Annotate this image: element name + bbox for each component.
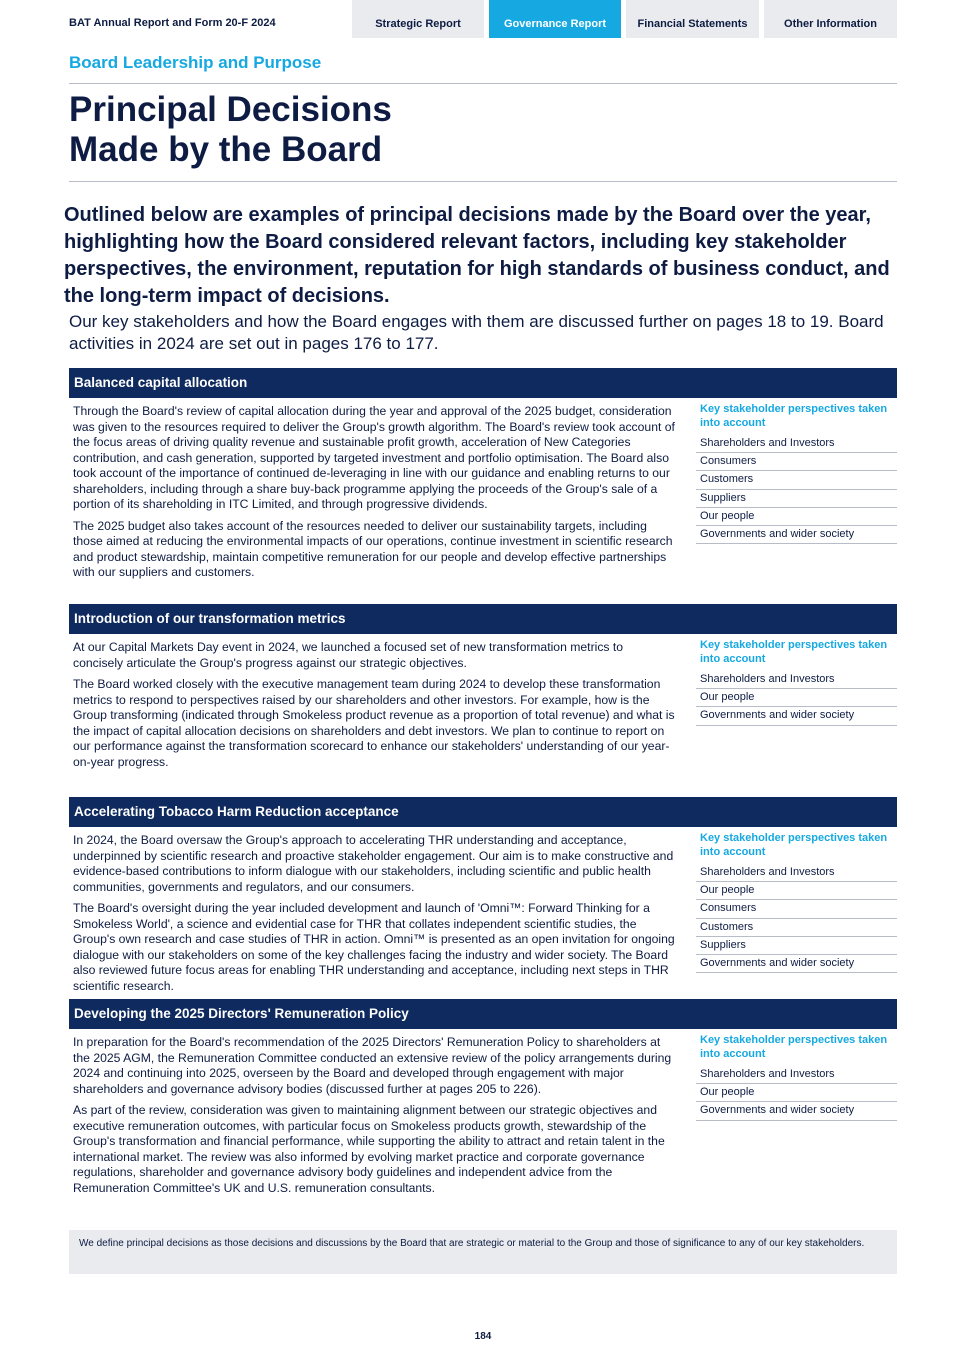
decision-paragraph: The Board's oversight during the year included development and launch of 'Omni™: Forward Thinking for a Smokeless World', a science and evidential case for THR that collates independent scientific studies, the Group's own research and case studies of THR in action. Omni™ is presented as an open invitation for ongoing dialogue with our stakeholders on some of the key challenges facing the industry and wider society. The Board also reviewed future focus areas for enabling THR understanding and acceptance, including next steps in THR scientific research.: [73, 901, 675, 993]
stakeholder-item: Suppliers: [696, 937, 897, 955]
divider: [69, 83, 897, 84]
top-navigation: [0, 0, 966, 38]
stakeholder-heading: Key stakeholder perspectives taken into account: [700, 639, 888, 665]
section-label: Board Leadership and Purpose: [69, 53, 322, 72]
stakeholder-item: Governments and wider society: [696, 707, 897, 725]
decision-paragraph: The Board worked closely with the executive management team during 2024 to develop these transformation metrics to respond to perspectives raised by our shareholders and other investors. For example, how is the Group transforming (indicated through Smokeless product revenue as a proportion of total revenue) and what is the impact of capital allocation decisions on shareholders and debt investors. We plan to continue to report on our performance against the transformation scorecard to enhance our stakeholders' understanding of our year-on-year progress.: [73, 677, 675, 769]
stakeholder-item: Shareholders and Investors: [696, 671, 897, 689]
intro-text: Our key stakeholders and how the Board engages with them are discussed further on pages 18 to 19. Board activities in 2024 are set out in pages 176 to 177.: [69, 312, 884, 353]
decision-description: [73, 404, 676, 587]
stakeholder-item: Shareholders and Investors: [696, 1066, 897, 1084]
page-title: [69, 90, 769, 170]
stakeholder-item: Consumers: [696, 453, 897, 471]
stakeholder-item: Our people: [696, 689, 897, 707]
decision-title: Balanced capital allocation: [69, 368, 897, 398]
decision-title: Developing the 2025 Directors' Remuneration Policy: [69, 999, 897, 1029]
tab-governance-report[interactable]: Governance Report: [489, 0, 621, 38]
stakeholder-heading: Key stakeholder perspectives taken into account: [700, 403, 888, 429]
decision-description: [73, 1035, 676, 1202]
stakeholder-list: [696, 832, 897, 973]
decision-block-thr-acceptance: [69, 797, 897, 995]
decision-paragraph: At our Capital Markets Day event in 2024, we launched a focused set of new transformation metrics to concisely articulate the Group's progress against our strategic objectives.: [73, 640, 624, 670]
decision-title: Introduction of our transformation metrics: [69, 604, 897, 634]
decision-title: Accelerating Tobacco Harm Reduction acceptance: [69, 797, 897, 827]
decision-paragraph: Through the Board's review of capital allocation during the year and approval of the 2025 budget, consideration was given to the resources required to deliver the Group's growth algorithm. The Board's review took account of the focus areas of driving quality revenue and sustainable profit growth, acceleration of New Categories contribution, and cash generation, supported by targeted investment and portfolio optimisation. The Board also took account of the importance of continued de-leveraging in line with our guidance and enabling returns to our shareholders, including through a share buy-back programme applying the proceeds of the Group's sale of a portion of its shareholding in ITC Limited, and through progressive dividends.: [73, 404, 675, 511]
stakeholder-item: Our people: [696, 508, 897, 526]
decision-description: [73, 640, 676, 776]
stakeholder-item: Governments and wider society: [696, 526, 897, 544]
tab-other-information[interactable]: Other Information: [764, 0, 897, 38]
report-title: BAT Annual Report and Form 20-F 2024: [69, 17, 276, 29]
decision-paragraph: The 2025 budget also takes account of the resources needed to deliver our sustainability targets, including those aimed at reducing the environmental impacts of our operations, continue investment in scientific research and product stewardship, maintain competitive remuneration for our people and develop effective partnerships with our suppliers and customers.: [73, 518, 673, 579]
tab-financial-statements[interactable]: Financial Statements: [626, 0, 759, 38]
divider: [69, 181, 897, 182]
stakeholder-item: Consumers: [696, 900, 897, 918]
stakeholder-list: [696, 639, 897, 726]
footnote-box: We define principal decisions as those decisions and discussions by the Board that are strategic or material to the Group and those of significance to any of our key stakeholders.: [69, 1230, 897, 1274]
page-title-line-1: Principal Decisions: [69, 90, 392, 129]
stakeholder-list: [696, 1034, 897, 1121]
stakeholder-item: Suppliers: [696, 490, 897, 508]
intro-bold-text: Outlined below are examples of principal decisions made by the Board over the year, highlighting how the Board considered relevant factors, including key stakeholder perspectives, the environment, reputation for high standards of business conduct, and the long-term impact of decisions.: [64, 204, 890, 307]
stakeholder-item: Customers: [696, 471, 897, 489]
stakeholder-heading: Key stakeholder perspectives taken into account: [700, 1034, 888, 1060]
decision-block-capital-allocation: [69, 368, 897, 598]
stakeholder-heading: Key stakeholder perspectives taken into account: [700, 832, 888, 858]
decision-block-remuneration-policy: [69, 999, 897, 1225]
decision-block-transformation-metrics: [69, 604, 897, 794]
decision-description: [73, 833, 676, 1000]
page-number: 184: [474, 1331, 492, 1342]
decision-paragraph: As part of the review, consideration was given to maintaining alignment between our strategic objectives and executive remuneration outcomes, with particular focus on Smokeless products growth, stewardship of the Group's transformation and financial performance, while supporting the ability to attract and retain talent in the international market. The review was also informed by evolving market practice and corporate governance regulations, shareholder and governance advisory body guidelines and independent advice from the Remuneration Committee's UK and U.S. remuneration consultants.: [73, 1103, 665, 1195]
decision-paragraph: In 2024, the Board oversaw the Group's approach to accelerating THR understanding and acceptance, underpinned by scientific research and proactive stakeholder engagement. Our aim is to make constructive and evidence-based contributions to inform dialogue with our stakeholders, including scientific and public health communities, governments and regulators, and our consumers.: [73, 833, 674, 894]
tab-strategic-report[interactable]: Strategic Report: [352, 0, 484, 38]
decision-paragraph: In preparation for the Board's recommendation of the 2025 Directors' Remuneration Policy to shareholders at the 2025 AGM, the Remuneration Committee conducted an extensive review of the policy arrangements during 2024 and continuing into 2025, overseen by the Board and developed through engagement with major shareholders and governance advisory bodies (discussed further at pages 205 to 226).: [73, 1035, 672, 1096]
stakeholder-list: [696, 403, 897, 544]
page-title-line-2: Made by the Board: [69, 130, 383, 169]
stakeholder-item: Shareholders and Investors: [696, 864, 897, 882]
stakeholder-item: Our people: [696, 882, 897, 900]
stakeholder-item: Shareholders and Investors: [696, 435, 897, 453]
stakeholder-item: Customers: [696, 919, 897, 937]
stakeholder-item: Governments and wider society: [696, 1102, 897, 1120]
stakeholder-item: Governments and wider society: [696, 955, 897, 973]
stakeholder-item: Our people: [696, 1084, 897, 1102]
